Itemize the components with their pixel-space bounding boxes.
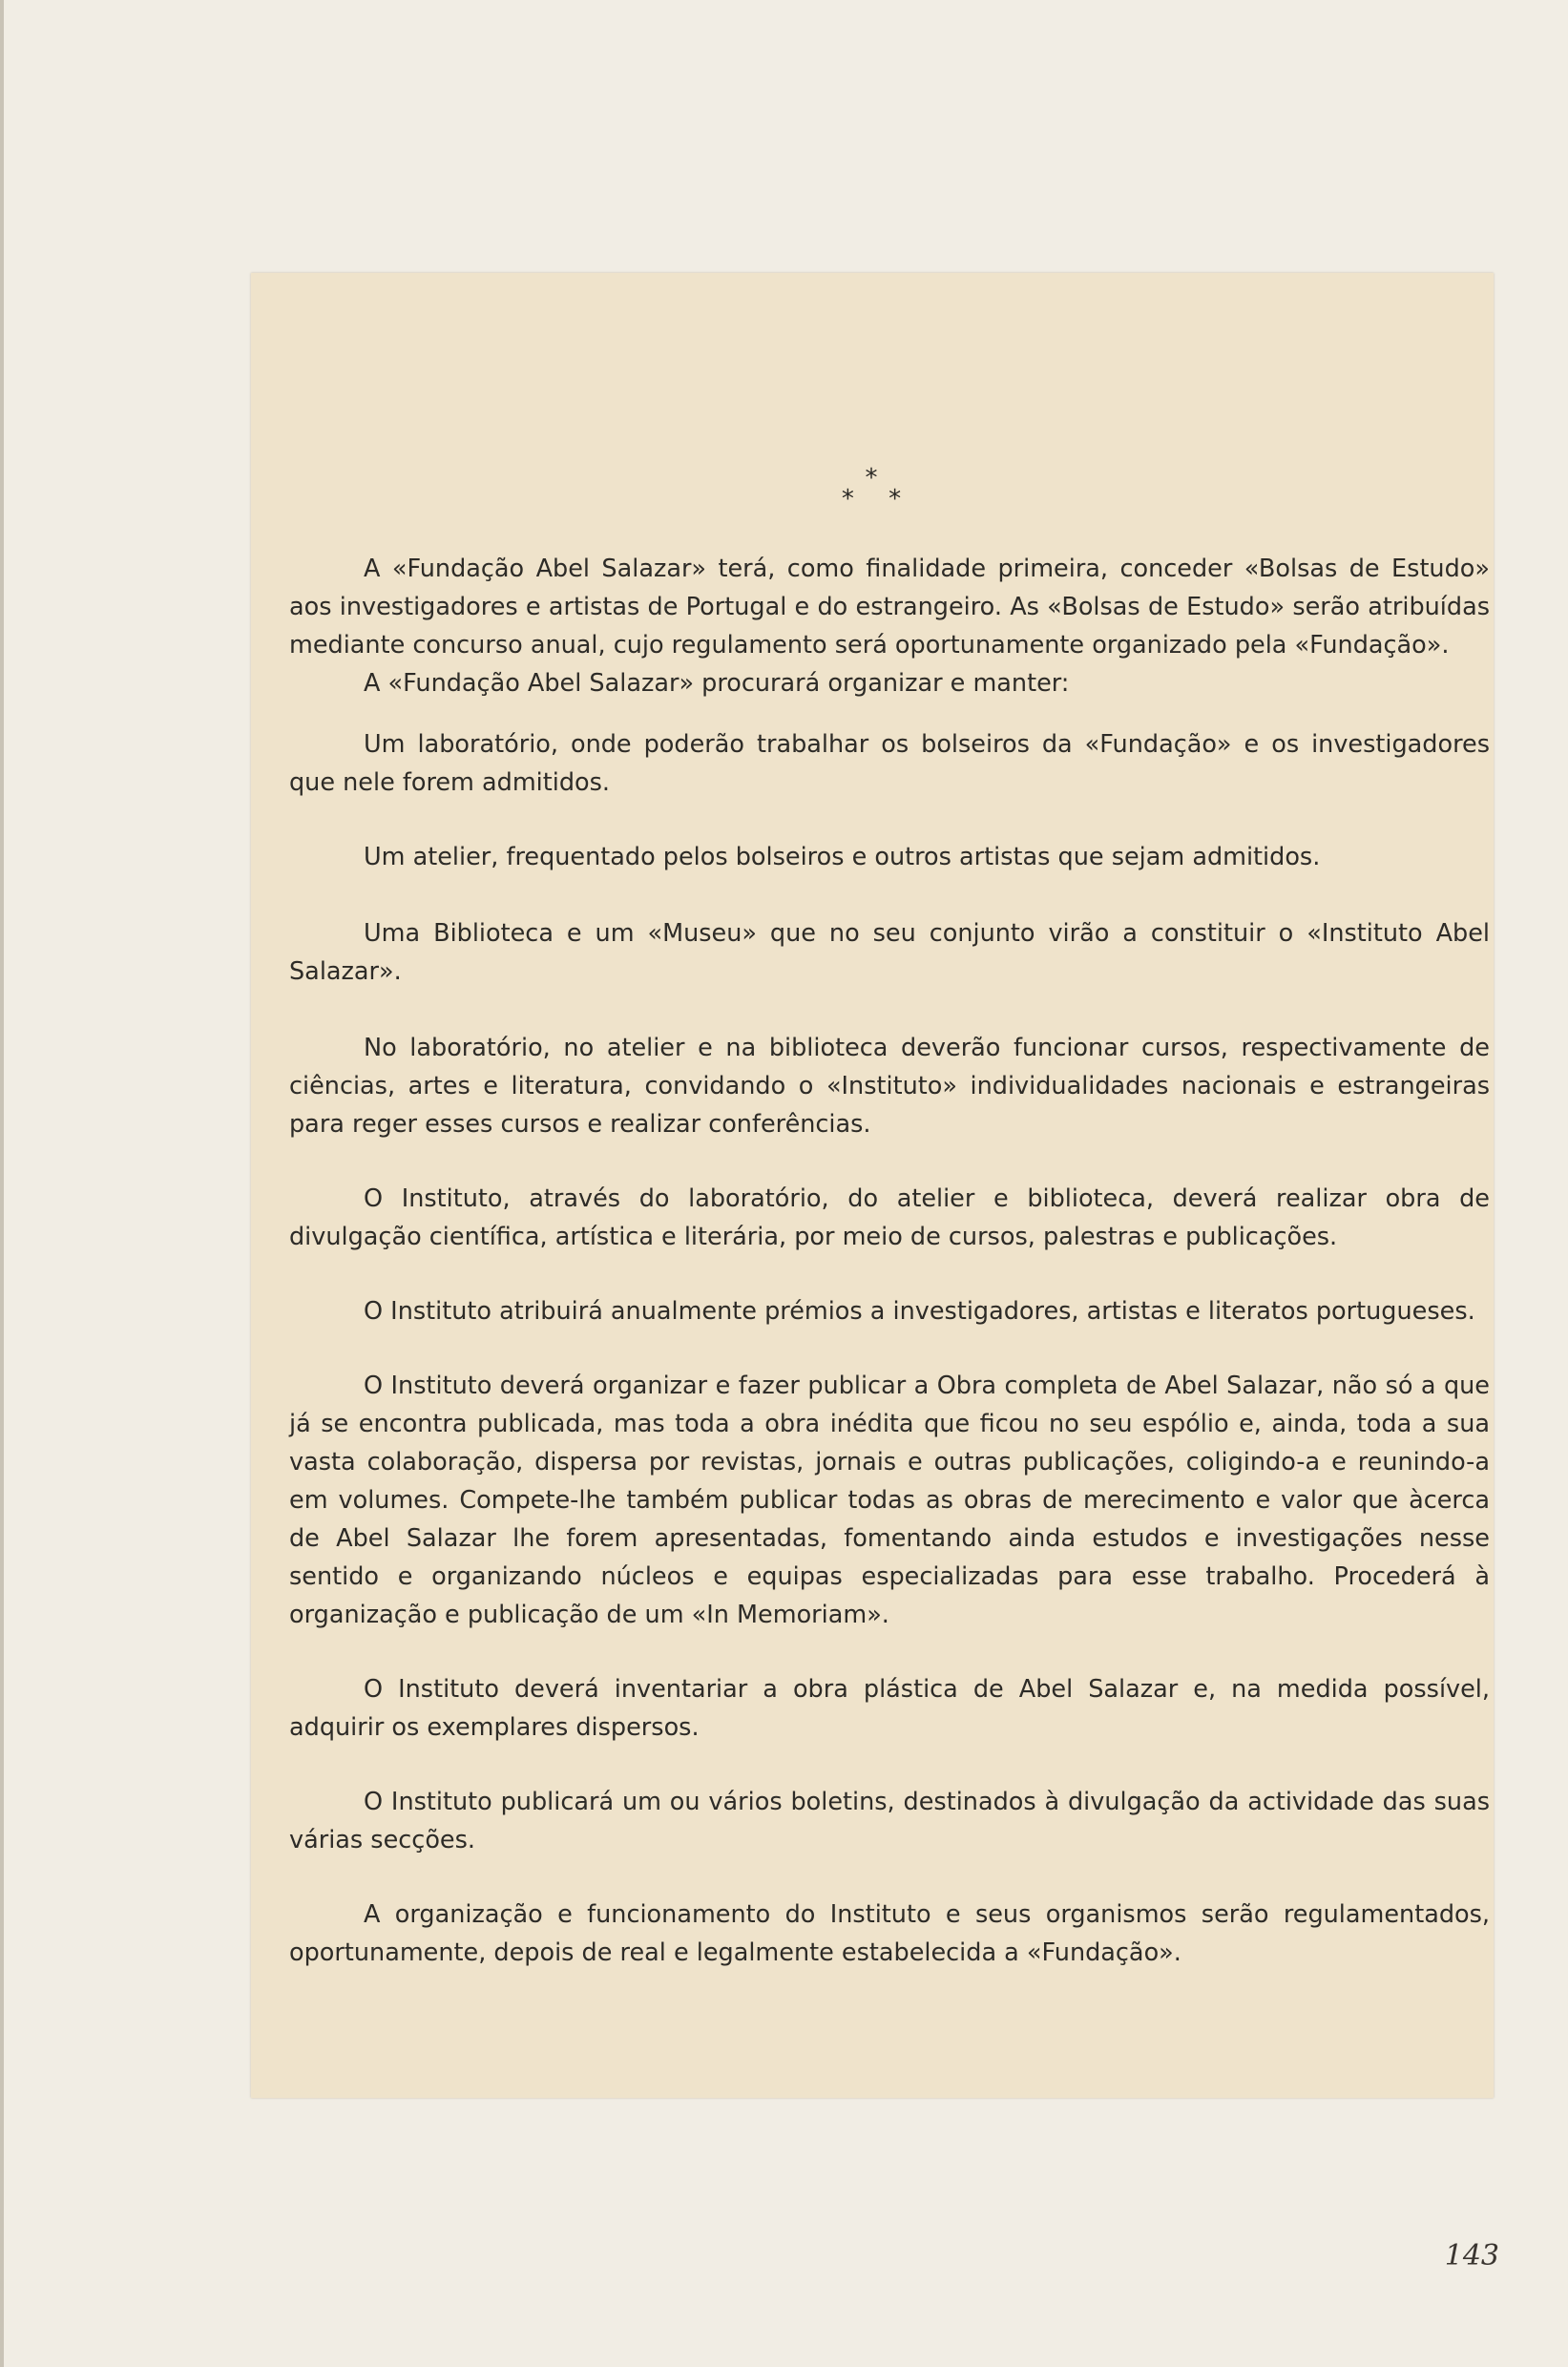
paragraph-atelier: Um atelier, frequentado pelos bolseiros e outros artistas que sejam admitidos. [364,843,1321,871]
paragraph-obra-completa: O Instituto deverá organizar e fazer publicar a Obra completa de Abel Salazar, não só a que já se encontra publicada, mas toda a obra inédita que ficou no seu espólio e, ainda, toda a sua vasta colaboração, dispersa por revistas, jornais e outras publicações, coligindo-a e reunindo-a em volumes. Compete-lhe também publicar todas as obras de merecimento e valor que àcerca de Abel Salazar lhe forem apresentadas, fomentando ainda estudos e investigações nesse sentido e organizando núcleos e equipas especializadas para esse trabalho. Procederá à organização e publicação de um «In Memoriam». [289,1372,1490,1629]
document-page [251,273,1494,2098]
ornament-top: * [865,464,880,492]
paragraph-premios: O Instituto atribuirá anualmente prémios a investigadores, artistas e literatos portugueses. [364,1297,1475,1326]
paragraph-divulgacao: O Instituto, através do laboratório, do atelier e biblioteca, deverá realizar obra de divulgação científica, artística e literária, por meio de cursos, palestras e publicações. [289,1184,1490,1251]
scan-edge [0,0,4,2367]
asterism-ornament [251,464,1494,513]
paragraph-biblioteca: Uma Biblioteca e um «Museu» que no seu conjunto virão a constituir o «Instituto Abel Salazar». [289,919,1490,986]
paragraph-manter: A «Fundação Abel Salazar» procurará organizar e manter: [364,669,1070,698]
paragraph-laboratorio: Um laboratório, onde poderão trabalhar os bolseiros da «Fundação» e os investigadores que nele forem admitidos. [289,730,1490,797]
ornament-row: * * [841,485,904,513]
page-number: 143 [1444,2239,1499,2273]
paragraph-bolsas: A «Fundação Abel Salazar» terá, como finalidade primeira, conceder «Bolsas de Estudo» aos investigadores e artistas de Portugal e do estrangeiro. As «Bolsas de Estudo» serão atribuídas mediante concurso anual, cujo regulamento será oportunamente organizado pela «Fundação». [289,555,1490,660]
paragraph-organizacao: A organização e funcionamento do Instituto e seus organismos serão regulamentados, oportunamente, depois de real e legalmente estabelecida a «Fundação». [289,1900,1490,1967]
paragraph-inventariar: O Instituto deverá inventariar a obra plástica de Abel Salazar e, na medida possível, adquirir os exemplares dispersos. [289,1675,1490,1742]
document-body [289,550,1490,1972]
paragraph-boletins: O Instituto publicará um ou vários boletins, destinados à divulgação da actividade das suas várias secções. [289,1788,1490,1854]
paragraph-cursos: No laboratório, no atelier e na biblioteca deverão funcionar cursos, respectivamente de ciências, artes e literatura, convidando o «Instituto» individualidades nacionais e estrangeiras para reger esses cursos e realizar conferências. [289,1034,1490,1139]
